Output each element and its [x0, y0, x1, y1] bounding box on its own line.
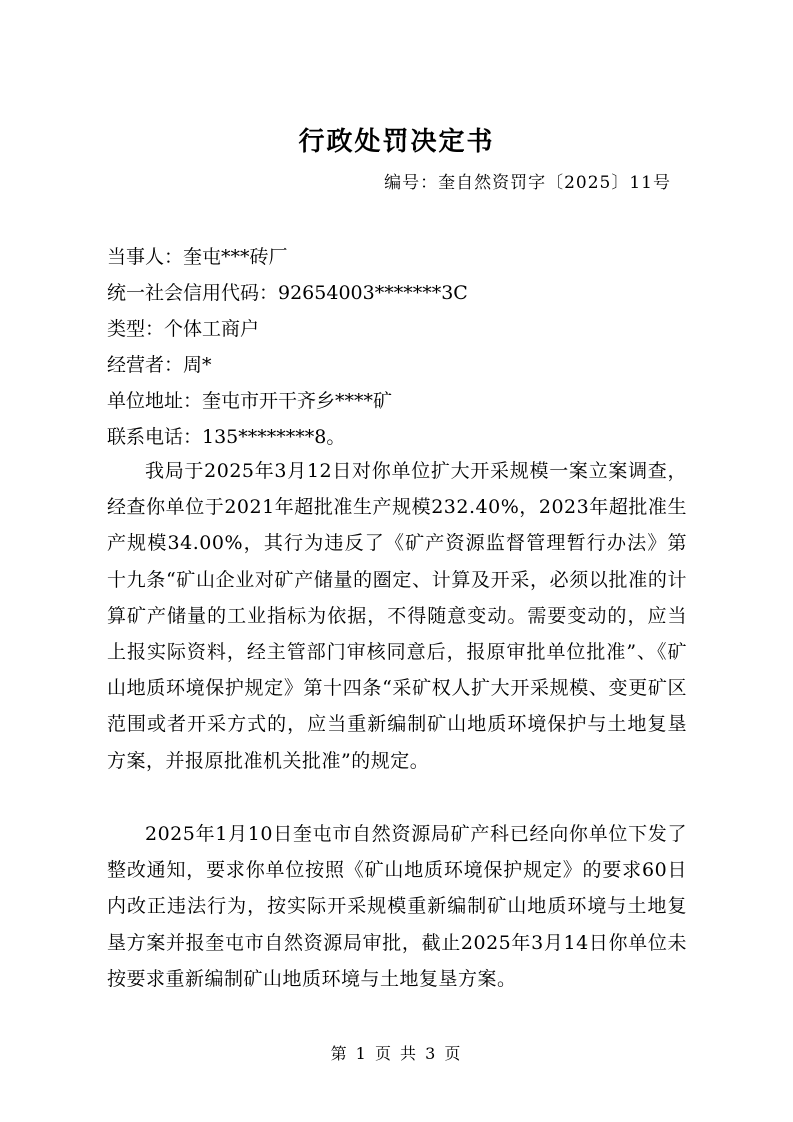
operator-field: 经营者：周* [107, 354, 212, 376]
body-paragraph-2: 2025年1月10日奎屯市自然资源局矿产科已经向你单位下发了整改通知，要求你单位按照《矿山地质环境保护规定》的要求60日内改正违法行为，按实际开采规模重新编制矿山地质环境与土地复垦方案并报奎屯市自然资源局审批，截止2025年3月14日你单位未按要求重新编制矿山地质环境与土地复垦方案。 [107, 823, 687, 990]
party-field: 当事人：奎屯***砖厂 [107, 246, 288, 268]
document-title: 行政处罚决定书 [298, 127, 495, 157]
address-field: 单位地址：奎屯市开干齐乡****矿 [107, 390, 393, 412]
document-number: 编号：奎自然资罚字〔2025〕11号 [384, 173, 671, 193]
type-field: 类型：个体工商户 [107, 318, 260, 340]
credit-code-field: 统一社会信用代码：92654003*******3C [107, 282, 468, 304]
body-paragraph-1: 我局于2025年3月12日对你单位扩大开采规模一案立案调查，经查你单位于2021年超批准生产规模232.40%，2023年超批准生产规模34.00%，其行为违反了《矿产资源监督管理暂行办法》第十九条“矿山企业对矿产储量的圈定、计算及开采，必须以批准的计算矿产储量的工业指标为依据，不得随意变动。需要变动的，应当上报实际资料，经主管部门审核同意后，报原审批单位批准”、《矿山地质环境保护规定》第十四条“采矿权人扩大开采规模、变更矿区范围或者开采方式的，应当重新编制矿山地质环境保护与土地复垦方案，并报原批准机关批准”的规定。 [107, 460, 687, 772]
page-indicator: 第 1 页 共 3 页 [330, 1044, 463, 1063]
phone-field: 联系电话：135********8。 [107, 426, 346, 448]
